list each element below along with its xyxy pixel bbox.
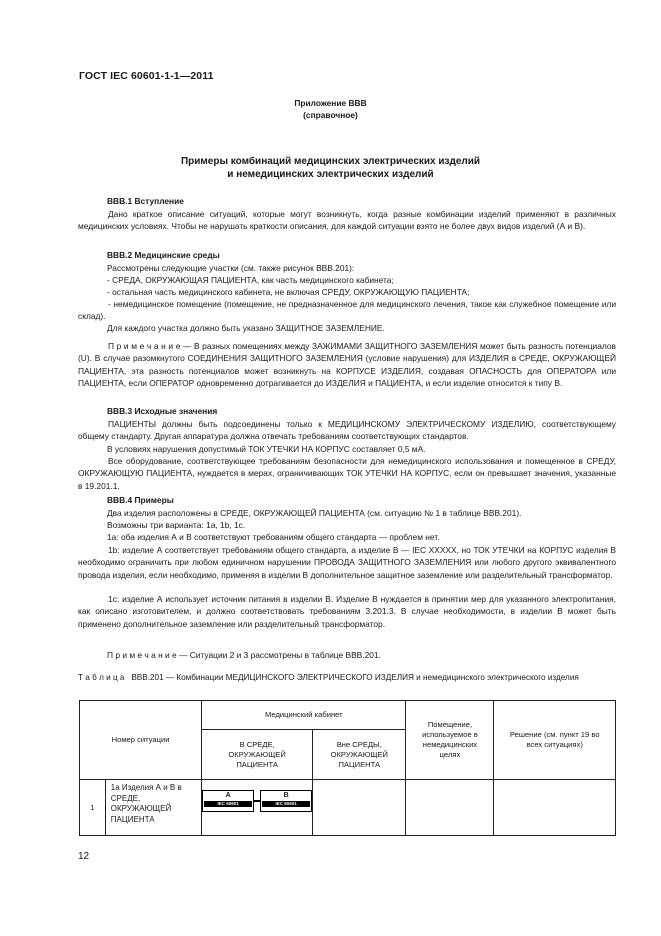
header-in-patient-env: В СРЕДЕ, ОКРУЖАЮЩЕЙ ПАЦИЕНТА	[202, 730, 313, 780]
section3-paragraph-2: В условиях нарушения допустимый ТОК УТЕЧКИ НА КОРПУС составляет 0,5 мА.	[107, 444, 426, 454]
section4-paragraph-1: Два изделия расположены в СРЕДЕ, ОКРУЖАЮЩЕЙ ПАЦИЕНТА (см. ситуацию № 1 в таблице ВВВ.201).	[107, 508, 522, 518]
standard-header: ГОСТ IEC 60601-1-1—2011	[79, 70, 214, 82]
situation-number: 1	[80, 780, 106, 836]
note-label: П р и м е ч а н и е —	[108, 341, 192, 351]
device-a-box	[202, 790, 254, 812]
section4-note	[107, 649, 381, 661]
list-item: - немедицинское помещение (помещение, не предназначенное для медицинского лечения, такое как служебное помещение или склад).	[78, 299, 616, 322]
section4-paragraph-2: Возможны три варианта: 1а, 1b, 1с.	[107, 520, 246, 530]
table-row	[80, 780, 616, 836]
section3-paragraph-1: ПАЦИЕНТЫ должны быть подсоединены только к МЕДИЦИНСКОМУ ЭЛЕКТРИЧЕСКОМУ ИЗДЕЛИЮ, соответствующему общему стандарту. Другая аппаратура должна отвечать требованиям соответствующих стандартов.	[78, 419, 616, 442]
note-label: П р и м е ч а н и е —	[107, 650, 188, 660]
annex-title: Приложение ВВВ	[294, 98, 367, 108]
header-medical-cabinet: Медицинский кабинет	[202, 701, 406, 730]
device-b-standard: IEC 60601	[262, 801, 310, 807]
device-b-label: В	[283, 792, 289, 799]
header-solution: Решение (см. пункт 19 во всех ситуациях)	[494, 701, 616, 780]
header-situation: Номер ситуации	[80, 701, 202, 780]
section-heading-4: ВВВ.4 Примеры	[107, 495, 174, 505]
page-number: 12	[78, 851, 90, 862]
list-item: - остальная часть медицинского кабинета, не включая СРЕДУ, ОКРУЖАЮЩУЮ ПАЦИЕНТА;	[107, 287, 470, 297]
device-a-standard: IEC 60601	[204, 801, 252, 807]
combinations-table	[79, 700, 616, 836]
note-text: Ситуации 2 и 3 рассмотрены в таблице ВВВ.201.	[189, 650, 381, 660]
section3-paragraph-3: Все оборудование, соответствующее требованиям безопасности для немедицинского использования и помещенное в СРЕДУ, ОКРУЖАЮЩУЮ ПАЦИЕНТА, нуждается в мерах, ограничивающих ТОК УТЕЧКИ НА КОРПУС, если он превышает значения, указанные в 19.201.1.	[78, 456, 616, 491]
empty-cell	[494, 780, 616, 836]
empty-cell	[313, 780, 406, 836]
table-caption-label: Т а б л и ц а	[78, 673, 125, 682]
variant-1c: 1с: изделие А использует источник питания в изделии В. Изделие В нуждается в принятии мер для указанного электропитания, как описано изготовителем, и должно соответствовать требованиям 3.201.3. В случае необходимости, в изделии В может быть применено дополнительное заземление или разделительный трансформатор.	[78, 594, 616, 629]
variant-1a: 1а: оба изделия А и В соответствуют требованиям общего стандарта — проблем нет.	[107, 532, 440, 542]
annex-subtitle: (справочное)	[303, 110, 358, 120]
table-caption	[78, 672, 616, 684]
section-heading-1: ВВВ.1 Вступление	[107, 196, 184, 206]
header-nonmedical-room: Помещение, используемое в немедицинских целях	[406, 701, 494, 780]
section2-intro: Рассмотрены следующие участки (см. также рисунок ВВВ.201):	[107, 263, 355, 273]
section2-note	[78, 340, 616, 389]
variant-1b: 1b: изделие А соответствует требованиям общего стандарта, а изделие В — IEC XXXXX, но ТОК УТЕЧКИ на КОРПУС изделия В необходимо ограничить при любом единичном нарушении ПРОВОДА ЗАЩИТНОГО ЗАЗЕМЛЕНИЯ или любого другого эквивалентного провода изделия, если необходимо, применяя в изделии В дополнительное защитное заземление или разделительный трансформатор.	[78, 545, 616, 580]
situation-diagram	[202, 780, 313, 836]
doc-title-line1: Примеры комбинаций медицинских электрических изделий	[180, 156, 481, 167]
device-b-box	[260, 790, 312, 812]
device-a-label: А	[225, 792, 231, 799]
doc-title-line2: и немедицинских электрических изделий	[227, 169, 434, 180]
note-text: В разных помещениях между ЗАЖИМАМИ ЗАЩИТНОГО ЗАЗЕМЛЕНИЯ может быть разность потенциалов (U). В случае разомкнутого СОЕДИНЕНИЯ ЗАЩИТНОГО ЗАЗЕМЛЕНИЯ (условие нарушения) для ИЗДЕЛИЯ в СРЕДЕ, ОКРУЖАЮЩЕЙ ПАЦИЕНТА, эта разность потенциалов может возникнуть на КОРПУСЕ ИЗДЕЛИЯ, создавая ОПАСНОСТЬ для ОПЕРАТОРА или ПАЦИЕНТА, если ОПЕРАТОР одновременно дотрагивается до ИЗДЕЛИЯ и ПАЦИЕНТА, и если изделие относится к типу В.	[78, 341, 616, 388]
earthing-paragraph: Для каждого участка должно быть указано ЗАЩИТНОЕ ЗАЗЕМЛЕНИЕ.	[107, 323, 385, 333]
section-heading-3: ВВВ.3 Исходные значения	[107, 406, 218, 416]
section1-paragraph: Дано краткое описание ситуаций, которые могут возникнуть, когда разные комбинации изделий применяют в различных медицинских условиях. Чтобы не нарушать краткости описания, для каждой ситуации взято не более двух видов изделий (А и В).	[78, 209, 616, 232]
list-item: - СРЕДА, ОКРУЖАЮЩАЯ ПАЦИЕНТА, как часть медицинского кабинета;	[107, 275, 394, 285]
header-out-patient-env: Вне СРЕДЫ, ОКРУЖАЮЩЕЙ ПАЦИЕНТА	[313, 730, 406, 780]
empty-cell	[406, 780, 494, 836]
situation-description: 1а Изделия А и В в СРЕДЕ, ОКРУЖАЮЩЕЙ ПАЦИЕНТА	[105, 780, 201, 836]
section-heading-2: ВВВ.2 Медицинские среды	[107, 250, 220, 260]
table-caption-text: ВВВ.201 — Комбинации МЕДИЦИНСКОГО ЭЛЕКТРИЧЕСКОГО ИЗДЕЛИЯ и немедицинского электрического изделия	[131, 673, 579, 682]
